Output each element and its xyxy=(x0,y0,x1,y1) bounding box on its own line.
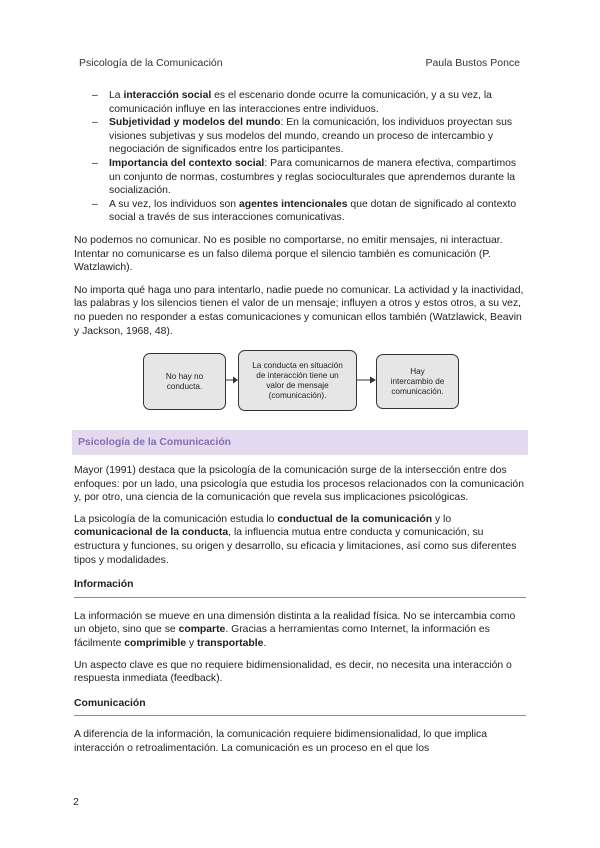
arrow-right-icon xyxy=(226,375,238,385)
diagram-box-intercambio: Hay intercambio de comunicación. xyxy=(376,354,459,409)
paragraph: A diferencia de la información, la comunicación requiere bidimensionalidad, lo que implica interacción o retroalimentación. La comunicación es un proceso en el que los xyxy=(74,729,487,754)
heading-comunicacion: Comunicación xyxy=(74,697,146,709)
list-item: – A su vez, los individuos son agentes intencionales que dotan de significado al contexto social a través de sus interacciones comunicativas. xyxy=(74,198,526,225)
arrow-right-icon xyxy=(357,375,376,385)
paragraph: No podemos no comunicar. No es posible no comportarse, no emitir mensajes, ni interactuar. Intentar no comunicarse es un falso dilema porque el silencio también es comunicación (P. Watzlawich). xyxy=(74,234,503,274)
diagram-box-conducta-mensaje: La conducta en situación de interacción tiene un valor de mensaje (comunicación). xyxy=(238,350,357,411)
diagram-box-no-conducta: No hay no conducta. xyxy=(143,353,226,410)
divider xyxy=(74,597,526,598)
heading-informacion: Información xyxy=(74,579,134,591)
header-course-title: Psicología de la Comunicación xyxy=(79,57,223,69)
paragraph: Mayor (1991) destaca que la psicología de la comunicación surge de la intersección entre dos enfoques: por un lado, una psicología que estudia los procesos relacionados con la comunicación y, por otro, una ciencia de la comunicación que revela sus implicaciones psicológicas. xyxy=(74,465,524,504)
header-author: Paula Bustos Ponce xyxy=(425,57,520,69)
page-number: 2 xyxy=(73,796,79,808)
bullet-list xyxy=(74,89,526,225)
page-content xyxy=(74,89,526,756)
flow-diagram xyxy=(74,348,526,416)
list-item: – Subjetividad y modelos del mundo: En la comunicación, los individuos proyectan sus visiones subjetivas y sus modelos del mundo, creando un proceso de intercambio y negociación de significados entre los participantes. xyxy=(74,116,526,157)
paragraph: Un aspecto clave es que no requiere bidimensionalidad, es decir, no necesita una interacción o respuesta inmediata (feedback). xyxy=(74,659,512,685)
list-item: – La interacción social es el escenario donde ocurre la comunicación, y a su vez, la comunicación influye en las interacciones entre individuos. xyxy=(74,89,526,116)
list-item: – Importancia del contexto social: Para comunicarnos de manera efectiva, compartimos un conjunto de normas, costumbres y reglas socioculturales que aprendemos durante la socialización. xyxy=(74,157,526,198)
divider xyxy=(74,715,526,716)
section-title-band: Psicología de la Comunicación xyxy=(72,430,528,455)
paragraph: La psicología de la comunicación estudia lo conductual de la comunicación y lo comunicacional de la conducta, la influencia mutua entre conducta y comunicación, su estructura y funciones, su origen y desarrollo, su eficacia y limitaciones, así como sus diferentes tipos y modalidades. xyxy=(74,513,517,566)
paragraph: La información se mueve en una dimensión distinta a la realidad física. No se intercambia como un objeto, sino que se comparte. Gracias a herramientas como Internet, la información es fácilmente comprimible y transportable. xyxy=(74,610,516,650)
paragraph: No importa qué haga uno para intentarlo, nadie puede no comunicar. La actividad y la inactividad, las palabras y los silencios tienen el valor de un mensaje; influyen a otros y estos otros, a su vez, no pueden no responder a estas comunicaciones y comunican ellos también (Watzlawick, Beavin y Jackson, 1968, 48). xyxy=(74,284,524,337)
